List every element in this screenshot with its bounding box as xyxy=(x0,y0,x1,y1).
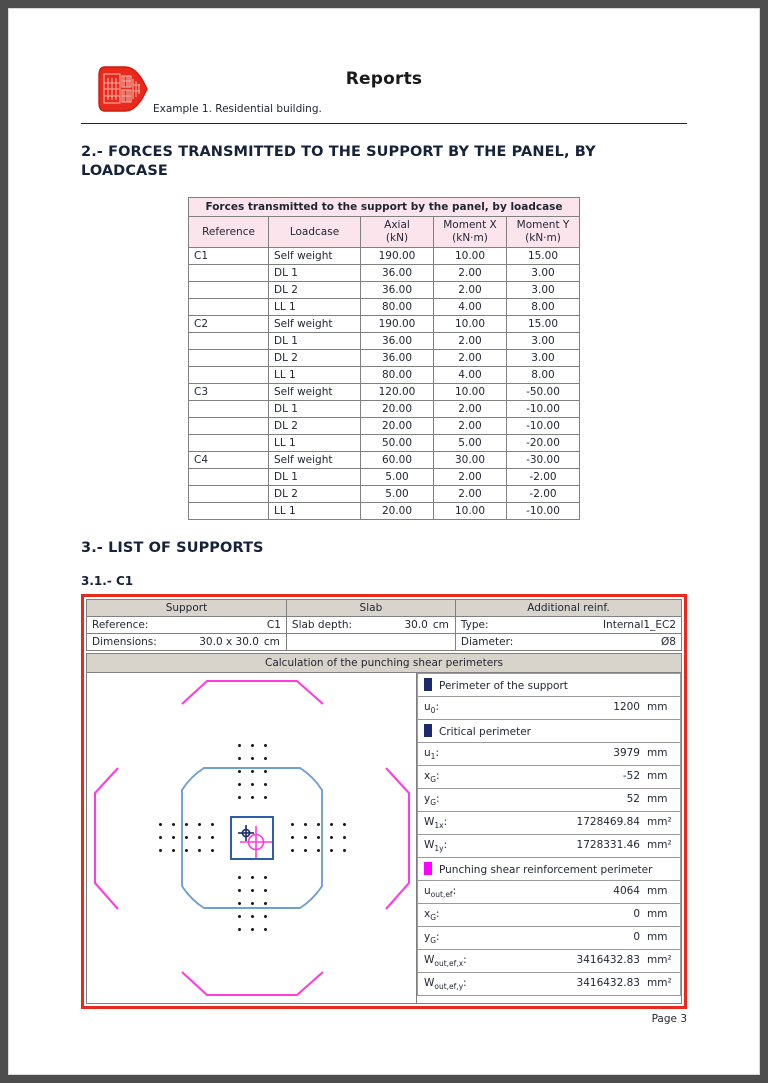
perimeter-value-row xyxy=(418,811,681,834)
cell-reference xyxy=(189,468,269,485)
cell-moment-y: -2.00 xyxy=(507,485,580,502)
perimeter-value-unit: mm xyxy=(647,884,668,897)
perimeter-value-number: 3416432.83 xyxy=(576,953,640,966)
cell-moment-x: 2.00 xyxy=(434,264,507,281)
perimeter-value-cell xyxy=(418,949,681,972)
perimeter-section-label: Punching shear reinforcement perimeter xyxy=(439,863,653,876)
color-swatch-icon xyxy=(424,862,432,875)
perimeter-value-unit: mm xyxy=(647,930,668,943)
perimeter-value-cell xyxy=(418,903,681,926)
cell-moment-y: -10.00 xyxy=(507,502,580,519)
support-reference-value: C1 xyxy=(266,618,281,631)
cell-reference: C3 xyxy=(189,383,269,400)
perimeter-data-table xyxy=(417,673,681,996)
cell-moment-y: -10.00 xyxy=(507,417,580,434)
cell-axial: 20.00 xyxy=(361,400,434,417)
cype-logo xyxy=(95,63,151,115)
cell-moment-x: 10.00 xyxy=(434,502,507,519)
perimeter-value-unit: mm xyxy=(647,769,668,782)
perimeter-value-number: -52 xyxy=(622,769,640,782)
table-row xyxy=(189,400,580,417)
table-row xyxy=(189,468,580,485)
cell-moment-y: -10.00 xyxy=(507,400,580,417)
slab-depth-unit: cm xyxy=(432,618,449,631)
cell-moment-x: 10.00 xyxy=(434,247,507,264)
cell-loadcase: DL 2 xyxy=(269,417,361,434)
document-header xyxy=(81,61,687,123)
slab-depth-row xyxy=(286,616,455,633)
perimeter-value-unit: mm xyxy=(647,907,668,920)
cell-loadcase: Self weight xyxy=(269,383,361,400)
perimeter-value-cell xyxy=(418,765,681,788)
perimeter-value-number: 1728469.84 xyxy=(576,815,640,828)
perimeter-section-row xyxy=(418,673,681,696)
page-footer: Page 3 xyxy=(651,1012,687,1025)
perimeter-value-label: $W_{out,ef,x}$: xyxy=(424,953,467,969)
cell-reference: C1 xyxy=(189,247,269,264)
cell-loadcase: DL 2 xyxy=(269,485,361,502)
perimeter-section-label: Perimeter of the support xyxy=(439,679,568,692)
cell-loadcase: DL 1 xyxy=(269,332,361,349)
table-row xyxy=(189,417,580,434)
perimeter-value-number: 1200 xyxy=(613,700,640,713)
perimeter-value-label: $x_G$: xyxy=(424,769,440,785)
cell-loadcase: Self weight xyxy=(269,451,361,468)
perimeter-value-cell xyxy=(418,742,681,765)
cell-reference: C2 xyxy=(189,315,269,332)
cell-moment-x: 5.00 xyxy=(434,434,507,451)
cell-moment-x: 30.00 xyxy=(434,451,507,468)
support-dimensions-label: Dimensions: xyxy=(92,635,157,648)
support-reference-row xyxy=(87,616,287,633)
perimeter-data-panel xyxy=(417,673,681,1003)
cell-axial: 36.00 xyxy=(361,332,434,349)
cell-axial: 50.00 xyxy=(361,434,434,451)
forces-table xyxy=(188,197,580,520)
table-row xyxy=(189,349,580,366)
group-header-support: Support xyxy=(87,599,287,616)
color-swatch-icon xyxy=(424,724,432,737)
calculation-panel xyxy=(86,653,682,1004)
perimeter-value-number: 4064 xyxy=(613,884,640,897)
cell-moment-x: 2.00 xyxy=(434,349,507,366)
perimeter-value-cell xyxy=(418,788,681,811)
cell-moment-x: 2.00 xyxy=(434,417,507,434)
reinf-type-label: Type: xyxy=(460,618,489,631)
cell-reference xyxy=(189,434,269,451)
perimeter-value-unit: mm² xyxy=(647,953,672,966)
reinf-diameter-label: Diameter: xyxy=(460,635,514,648)
perimeter-value-unit: mm² xyxy=(647,976,672,989)
perimeter-section-label: Critical perimeter xyxy=(439,725,532,738)
cell-moment-y: 3.00 xyxy=(507,264,580,281)
perimeter-value-row xyxy=(418,880,681,903)
table-row xyxy=(189,434,580,451)
slab-depth-label: Slab depth: xyxy=(291,618,353,631)
cell-reference xyxy=(189,281,269,298)
perimeter-value-cell xyxy=(418,880,681,903)
perimeter-value-unit: mm² xyxy=(647,838,672,851)
perimeter-value-cell xyxy=(418,972,681,995)
support-detail-block xyxy=(81,594,687,1009)
cell-reference xyxy=(189,502,269,519)
section-2-heading: 2.- FORCES TRANSMITTED TO THE SUPPORT BY THE PANEL, BY LOADCASE xyxy=(81,144,596,180)
perimeter-value-number: 3979 xyxy=(613,746,640,759)
cell-reference xyxy=(189,400,269,417)
section-3-1-heading: 3.1.- C1 xyxy=(81,573,134,588)
calculation-panel-title: Calculation of the punching shear perimeters xyxy=(87,654,681,673)
cell-moment-x: 10.00 xyxy=(434,315,507,332)
support-dimensions-unit: cm xyxy=(263,635,280,648)
table-row xyxy=(189,298,580,315)
cell-moment-y: 3.00 xyxy=(507,281,580,298)
table-row xyxy=(189,383,580,400)
cell-loadcase: DL 1 xyxy=(269,468,361,485)
support-dimensions-value: 30.0 x 30.0 xyxy=(199,635,259,648)
table-row xyxy=(189,485,580,502)
support-info-table xyxy=(86,599,682,651)
cell-reference xyxy=(189,366,269,383)
forces-table-body xyxy=(189,247,580,519)
perimeter-value-number: 1728331.46 xyxy=(576,838,640,851)
perimeter-value-label: $W_{1y}$: xyxy=(424,838,448,854)
table-row xyxy=(189,451,580,468)
group-header-slab: Slab xyxy=(286,599,455,616)
group-header-additional-reinf: Additional reinf. xyxy=(455,599,681,616)
slab-empty-cell xyxy=(286,633,455,650)
forces-column-header xyxy=(269,217,361,248)
project-subtitle: Example 1. Residential building. xyxy=(153,103,322,115)
table-row xyxy=(189,281,580,298)
cell-axial: 36.00 xyxy=(361,349,434,366)
cell-moment-x: 2.00 xyxy=(434,468,507,485)
cell-axial: 20.00 xyxy=(361,417,434,434)
slab-depth-value: 30.0 xyxy=(404,618,428,631)
perimeter-value-row xyxy=(418,765,681,788)
cell-loadcase: LL 1 xyxy=(269,434,361,451)
perimeter-value-cell xyxy=(418,696,681,719)
color-swatch-icon xyxy=(424,678,432,691)
cell-axial: 120.00 xyxy=(361,383,434,400)
cell-loadcase: Self weight xyxy=(269,315,361,332)
column-header-line1: Reference xyxy=(202,225,255,238)
cell-loadcase: Self weight xyxy=(269,247,361,264)
cell-moment-x: 4.00 xyxy=(434,298,507,315)
cell-moment-x: 10.00 xyxy=(434,383,507,400)
forces-column-header xyxy=(434,217,507,248)
perimeter-section-row xyxy=(418,857,681,880)
perimeter-section-heading xyxy=(418,719,681,742)
perimeter-value-number: 0 xyxy=(633,930,640,943)
perimeter-value-label: $x_G$: xyxy=(424,907,440,923)
perimeter-section-heading xyxy=(418,673,681,696)
cell-reference xyxy=(189,264,269,281)
reinf-diameter-value: Ø8 xyxy=(661,635,676,648)
cell-moment-y: 8.00 xyxy=(507,366,580,383)
cell-moment-y: -2.00 xyxy=(507,468,580,485)
cell-loadcase: LL 1 xyxy=(269,298,361,315)
table-row xyxy=(189,502,580,519)
perimeter-value-unit: mm xyxy=(647,792,668,805)
cell-axial: 80.00 xyxy=(361,366,434,383)
cell-moment-y: -50.00 xyxy=(507,383,580,400)
column-header-line1: Loadcase xyxy=(289,225,340,238)
table-row xyxy=(189,332,580,349)
cell-moment-x: 2.00 xyxy=(434,400,507,417)
cell-moment-y: -20.00 xyxy=(507,434,580,451)
section-3-heading: 3.- LIST OF SUPPORTS xyxy=(81,539,264,556)
cell-loadcase: DL 1 xyxy=(269,400,361,417)
table-row xyxy=(189,264,580,281)
page-title: Reports xyxy=(345,69,423,89)
cell-moment-y: -30.00 xyxy=(507,451,580,468)
perimeter-value-label: $u_0$: xyxy=(424,700,439,716)
perimeter-section-row xyxy=(418,719,681,742)
perimeter-value-label: $y_G$: xyxy=(424,930,440,946)
perimeter-value-row xyxy=(418,949,681,972)
perimeter-value-unit: mm xyxy=(647,746,668,759)
table-row xyxy=(189,247,580,264)
cell-axial: 60.00 xyxy=(361,451,434,468)
perimeter-value-row xyxy=(418,696,681,719)
column-header-line1: Moment Y xyxy=(516,219,570,232)
cell-moment-x: 2.00 xyxy=(434,332,507,349)
cell-moment-y: 3.00 xyxy=(507,349,580,366)
perimeter-value-number: 3416432.83 xyxy=(576,976,640,989)
perimeter-value-number: 52 xyxy=(626,792,640,805)
cell-loadcase: DL 2 xyxy=(269,349,361,366)
cell-reference xyxy=(189,298,269,315)
perimeter-value-number: 0 xyxy=(633,907,640,920)
perimeter-value-unit: mm xyxy=(647,700,668,713)
cell-moment-y: 3.00 xyxy=(507,332,580,349)
perimeter-value-unit: mm² xyxy=(647,815,672,828)
column-header-line1: Axial xyxy=(384,219,410,232)
perimeter-value-row xyxy=(418,742,681,765)
cell-axial: 36.00 xyxy=(361,264,434,281)
forces-table-container xyxy=(9,197,759,520)
column-header-unit: (kN) xyxy=(385,232,409,245)
forces-column-header xyxy=(507,217,580,248)
perimeter-value-label: $y_G$: xyxy=(424,792,440,808)
table-row xyxy=(189,315,580,332)
punching-shear-perimeter-diagram xyxy=(87,673,417,1003)
support-dimensions-row xyxy=(87,633,287,650)
forces-column-header xyxy=(361,217,434,248)
perimeter-value-cell xyxy=(418,926,681,949)
reinf-diameter-row xyxy=(455,633,681,650)
cell-reference xyxy=(189,485,269,502)
perimeter-value-label: $u_1$: xyxy=(424,746,439,762)
cell-loadcase: DL 1 xyxy=(269,264,361,281)
column-header-unit: (kN·m) xyxy=(525,232,561,245)
perimeter-value-cell xyxy=(418,811,681,834)
table-row xyxy=(189,366,580,383)
forces-column-header xyxy=(189,217,269,248)
reinf-type-value: Internal1_EC2 xyxy=(602,618,676,631)
forces-table-column-headers xyxy=(189,217,580,248)
cell-loadcase: LL 1 xyxy=(269,502,361,519)
cell-moment-y: 8.00 xyxy=(507,298,580,315)
support-reference-label: Reference: xyxy=(92,618,149,631)
cell-moment-y: 15.00 xyxy=(507,315,580,332)
cell-loadcase: LL 1 xyxy=(269,366,361,383)
perimeter-value-row xyxy=(418,788,681,811)
perimeter-value-row xyxy=(418,834,681,857)
cell-axial: 5.00 xyxy=(361,485,434,502)
reinf-type-row xyxy=(455,616,681,633)
cell-reference xyxy=(189,349,269,366)
cell-axial: 20.00 xyxy=(361,502,434,519)
perimeter-value-label: $W_{1x}$: xyxy=(424,815,448,831)
cell-reference: C4 xyxy=(189,451,269,468)
cell-axial: 5.00 xyxy=(361,468,434,485)
forces-table-title: Forces transmitted to the support by the panel, by loadcase xyxy=(189,198,580,217)
column-header-unit: (kN·m) xyxy=(452,232,488,245)
cell-axial: 190.00 xyxy=(361,247,434,264)
cell-moment-x: 4.00 xyxy=(434,366,507,383)
perimeter-value-row xyxy=(418,903,681,926)
column-header-line1: Moment X xyxy=(443,219,497,232)
header-divider xyxy=(81,123,687,124)
perimeter-value-cell xyxy=(418,834,681,857)
cell-moment-x: 2.00 xyxy=(434,485,507,502)
perimeter-value-row xyxy=(418,926,681,949)
cell-moment-y: 15.00 xyxy=(507,247,580,264)
cell-axial: 80.00 xyxy=(361,298,434,315)
perimeter-value-label: $W_{out,ef,y}$: xyxy=(424,976,467,992)
perimeter-section-heading xyxy=(418,857,681,880)
perimeter-value-row xyxy=(418,972,681,995)
cell-reference xyxy=(189,332,269,349)
perimeter-value-label: $u_{out,ef}$: xyxy=(424,884,457,900)
cell-axial: 190.00 xyxy=(361,315,434,332)
cell-loadcase: DL 2 xyxy=(269,281,361,298)
document-page xyxy=(8,8,760,1075)
cell-axial: 36.00 xyxy=(361,281,434,298)
cell-moment-x: 2.00 xyxy=(434,281,507,298)
cell-reference xyxy=(189,417,269,434)
